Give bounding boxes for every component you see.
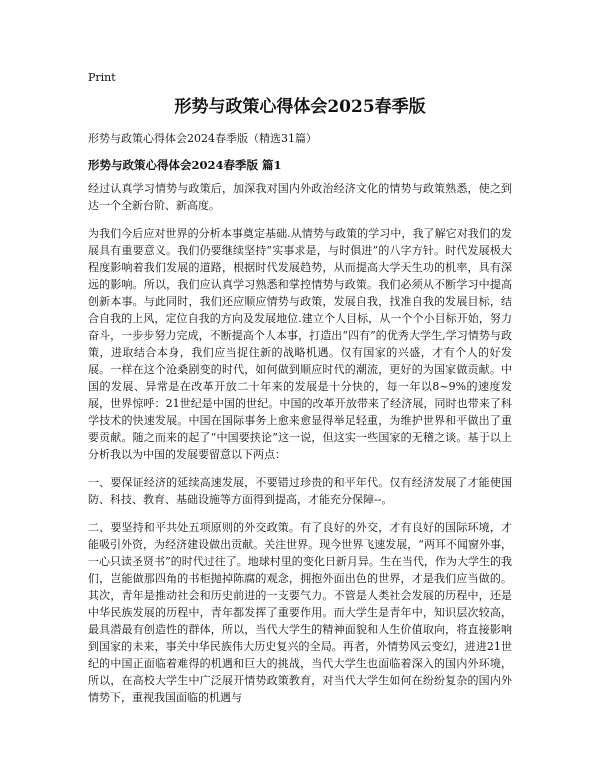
paragraph: 一、要保证经济的延续高速发展，不要错过珍贵的和平年代。仅有经济发展了才能使国防、科技、教育、基础设施等方面得到提高，才能充分保障--。 xyxy=(88,476,512,506)
document-subtitle: 形势与政策心得体会2024春季版（精选31篇） xyxy=(88,132,317,145)
document-title: 形势与政策心得体会2025春季版 xyxy=(174,97,426,117)
section-heading: 形势与政策心得体会2024春季版 篇1 xyxy=(88,158,282,172)
paragraph: 为我们今后应对世界的分析本事奠定基础.从情势与政策的学习中，我了解它对我们的发展具有重要意义。我们仍要继续坚持“实事求是，与时俱进”的八字方针。时代发展极大程度影响着我们发展的道路，根据时代发展趋势，从而提高大学天生功的机率，具有深远的影响。所以，我们应认真学习熟悉和掌控情势与政策。我们必须从不断学习中提高创新本事。与此同时，我们还应顺应情势与政策，发展自我，找准自我的发展目标，结合自我的上风，定位自我的方向及发展地位.建立个人目标，从一个个小目标开始，努力奋斗，一步步努力完成，不断提高个人本事，打造出“四有”的优秀大学生,学习情势与政策，进取结合本身，我们应当捉住新的战略机遇。仅有国家的兴盛，才有个人的好发展。一样在这个沧桑剧变的时代，如何做到顺应时代的潮流，更好的为国家做贡献。中国的发展、异常是在改革开放二十年来的发展是十分快的，每一年以8~9%的速度发展，世界惊呼：21世纪是中国的世纪。中国的改革开放带来了经济展，同时也带来了科学技术的快速发展。中国在国际事务上愈来愈显得举足轻重，为维护世界和平做出了重要贡献。随之而来的起了“中国要挟论”这一说，但这实一些国家的无稽之谈。基于以上分析我以为中国的发展要留意以下两点： xyxy=(88,227,512,461)
document-body xyxy=(88,180,512,717)
print-label: Print xyxy=(88,71,116,84)
paragraph: 二、要坚持和平共处五项原则的外交政策。有了良好的外交，才有良好的国际环境，才能吸引外资，为经济建设做出贡献。关注世界。现今世界飞速发展，“两耳不闻窗外事，一心只读圣贤书”的时代过往了。地球村里的变化日新月异。生在当代，作为大学生的我们，岂能做那四角的书柜抛掉陈腐的观念，拥抱外面出色的世界，才是我们应当做的。其次，青年是推动社会和历史前进的一支要气力。不管是人类社会发展的历程中，还是中华民族发展的历程中，青年都发挥了重要作用。而大学生是青年中，知识层次较高，最具潜最有创造性的群体，所以，当代大学生的精神面貌和人生价值取向，将直接影响到国家的未来，事关中华民族伟大历史复兴的全局。再者，外情势风云变幻，进进21世纪的中国正面临着难得的机遇和巨大的挑战，当代大学生也面临着深入的国内外环境，所以，在高校大学生中广泛展开情势政策教育，对当代大学生如何在纷纷复杂的国内外情势下，重视我国面临的机遇与 xyxy=(88,521,512,704)
paragraph: 经过认真学习情势与政策后，加深我对国内外政治经济文化的情势与政策熟悉，使之到达一个全新台阶、新高度。 xyxy=(88,182,512,212)
